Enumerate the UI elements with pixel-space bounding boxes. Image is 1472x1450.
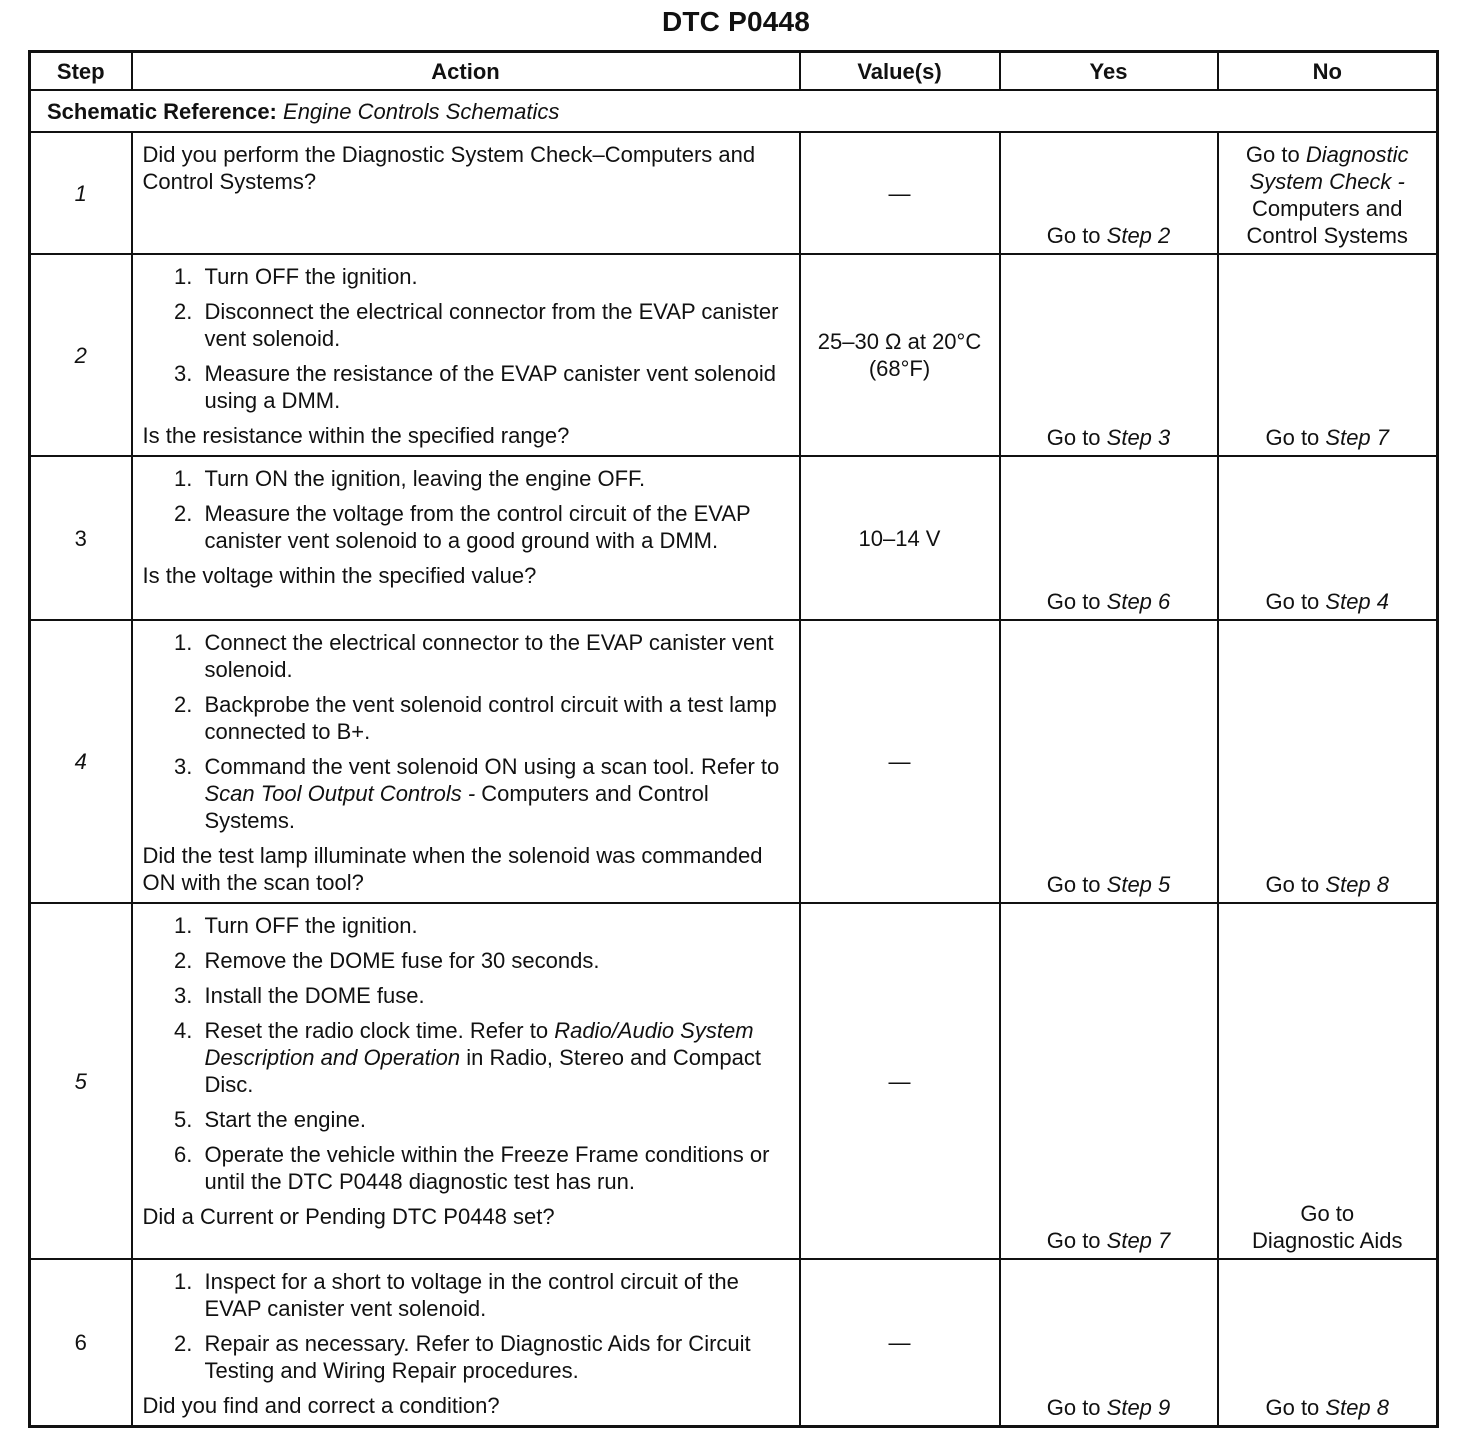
action-list xyxy=(143,465,791,554)
action-item: 2. Remove the DOME fuse for 30 seconds. xyxy=(199,947,791,974)
action-item: 1. Turn OFF the ignition. xyxy=(199,912,791,939)
action-item: 5. Start the engine. xyxy=(199,1106,791,1133)
yes-step-link[interactable]: Step 2 xyxy=(1106,223,1171,248)
yes-step-link[interactable]: Step 5 xyxy=(1106,872,1171,897)
action-intro: Did you perform the Diagnostic System Check–Computers and Control Systems? xyxy=(142,142,756,194)
no-step-link[interactable]: Step 7 xyxy=(1325,425,1390,450)
action-item: 2. Repair as necessary. Refer to Diagnostic Aids for Circuit Testing and Wiring Repair procedures. xyxy=(199,1330,791,1384)
action-item: 4. Reset the radio clock time. Refer to Radio/Audio System Description and Operation in Radio, Stereo and Compact Disc. xyxy=(199,1017,791,1098)
step-number: 5 xyxy=(30,903,132,1259)
table-row xyxy=(30,620,1438,903)
yes-cell xyxy=(1000,254,1218,456)
no-cell xyxy=(1218,132,1438,254)
action-question: Is the resistance within the specified range? xyxy=(142,423,570,448)
table-row xyxy=(30,132,1438,254)
action-item: 3. Install the DOME fuse. xyxy=(199,982,791,1009)
table-row xyxy=(30,254,1438,456)
action-cell xyxy=(132,1259,800,1427)
action-cell xyxy=(132,903,800,1259)
action-list xyxy=(143,1268,791,1384)
yes-step-link[interactable]: Step 9 xyxy=(1106,1395,1171,1420)
yes-cell xyxy=(1000,1259,1218,1427)
action-question: Did a Current or Pending DTC P0448 set? xyxy=(142,1204,555,1229)
yes-prefix: Go to xyxy=(1046,1395,1107,1420)
schematic-label: Schematic Reference: xyxy=(47,98,277,124)
step-number: 2 xyxy=(30,254,132,456)
no-suffix[interactable]: Diagnostic Aids xyxy=(1252,1228,1403,1253)
action-item: 2. Disconnect the electrical connector from the EVAP canister vent solenoid. xyxy=(199,298,791,352)
yes-prefix: Go to xyxy=(1046,223,1107,248)
value-cell: 25–30 Ω at 20°C (68°F) xyxy=(800,254,1000,456)
schematic-reference xyxy=(30,90,1438,132)
action-cell xyxy=(132,254,800,456)
schematic-reference-row xyxy=(30,90,1438,132)
value-cell: 10–14 V xyxy=(800,456,1000,620)
action-item: 1. Turn ON the ignition, leaving the engine OFF. xyxy=(199,465,791,492)
value-cell: — xyxy=(800,132,1000,254)
header-yes: Yes xyxy=(1000,52,1218,91)
action-item: 2. Backprobe the vent solenoid control circuit with a test lamp connected to B+. xyxy=(199,691,791,745)
no-step-link[interactable]: Step 8 xyxy=(1325,1395,1390,1420)
yes-cell xyxy=(1000,620,1218,903)
action-list xyxy=(143,912,791,1195)
action-item: 1. Turn OFF the ignition. xyxy=(199,263,791,290)
no-cell xyxy=(1218,903,1438,1259)
action-question: Is the voltage within the specified value? xyxy=(142,563,537,588)
action-cell xyxy=(132,620,800,903)
step-number: 6 xyxy=(30,1259,132,1427)
yes-prefix: Go to xyxy=(1046,589,1107,614)
action-cell xyxy=(132,132,800,254)
step-number: 1 xyxy=(30,132,132,254)
no-prefix: Go to xyxy=(1245,142,1306,167)
yes-prefix: Go to xyxy=(1046,1228,1107,1253)
step-number: 4 xyxy=(30,620,132,903)
no-prefix: Go to xyxy=(1300,1201,1355,1226)
yes-step-link[interactable]: Step 3 xyxy=(1106,425,1171,450)
action-item: 1. Connect the electrical connector to the EVAP canister vent solenoid. xyxy=(199,629,791,683)
action-question: Did the test lamp illuminate when the solenoid was commanded ON with the scan tool? xyxy=(142,843,763,895)
reference-link[interactable]: Radio/Audio System Description and Operation xyxy=(204,1018,754,1070)
yes-step-link[interactable]: Step 7 xyxy=(1106,1228,1171,1253)
yes-step-link[interactable]: Step 6 xyxy=(1106,589,1171,614)
action-list xyxy=(143,263,791,414)
table-row xyxy=(30,903,1438,1259)
document-title: DTC P0448 xyxy=(661,6,811,37)
table-row xyxy=(30,1259,1438,1427)
value-cell: — xyxy=(800,620,1000,903)
header-values: Value(s) xyxy=(800,52,1000,91)
no-prefix: Go to xyxy=(1265,425,1326,450)
action-question: Did you find and correct a condition? xyxy=(142,1393,500,1418)
no-step-link[interactable]: Step 8 xyxy=(1325,872,1390,897)
header-no: No xyxy=(1218,52,1438,91)
no-cell xyxy=(1218,1259,1438,1427)
action-item: 3. Command the vent solenoid ON using a scan tool. Refer to Scan Tool Output Controls - Computers and Control Systems. xyxy=(199,753,791,834)
yes-prefix: Go to xyxy=(1046,425,1107,450)
header-row xyxy=(30,52,1438,91)
yes-cell xyxy=(1000,903,1218,1259)
table-row xyxy=(30,456,1438,620)
no-prefix: Go to xyxy=(1265,872,1326,897)
no-cell xyxy=(1218,456,1438,620)
no-step-link[interactable]: Step 4 xyxy=(1325,589,1390,614)
action-item: 3. Measure the resistance of the EVAP canister vent solenoid using a DMM. xyxy=(199,360,791,414)
yes-cell xyxy=(1000,132,1218,254)
no-cell xyxy=(1218,254,1438,456)
action-item: 1. Inspect for a short to voltage in the control circuit of the EVAP canister vent solenoid. xyxy=(199,1268,791,1322)
diagnostic-table xyxy=(28,50,1439,1428)
no-cell xyxy=(1218,620,1438,903)
action-cell xyxy=(132,456,800,620)
value-cell: — xyxy=(800,903,1000,1259)
yes-prefix: Go to xyxy=(1046,872,1107,897)
action-list xyxy=(143,629,791,834)
yes-cell xyxy=(1000,456,1218,620)
action-item: 2. Measure the voltage from the control circuit of the EVAP canister vent solenoid to a good ground with a DMM. xyxy=(199,500,791,554)
no-suffix: Computers and Control Systems xyxy=(1246,196,1408,248)
step-number: 3 xyxy=(30,456,132,620)
value-cell: — xyxy=(800,1259,1000,1427)
no-prefix: Go to xyxy=(1265,1395,1326,1420)
header-step: Step xyxy=(30,52,132,91)
schematic-link[interactable]: Engine Controls Schematics xyxy=(283,98,560,124)
header-action: Action xyxy=(132,52,800,91)
reference-link[interactable]: Scan Tool Output Controls - xyxy=(204,781,476,806)
action-item: 6. Operate the vehicle within the Freeze Frame conditions or until the DTC P0448 diagnostic test has run. xyxy=(199,1141,791,1195)
no-prefix: Go to xyxy=(1265,589,1326,614)
no-step-link[interactable]: Diagnostic System Check - xyxy=(1249,142,1409,194)
